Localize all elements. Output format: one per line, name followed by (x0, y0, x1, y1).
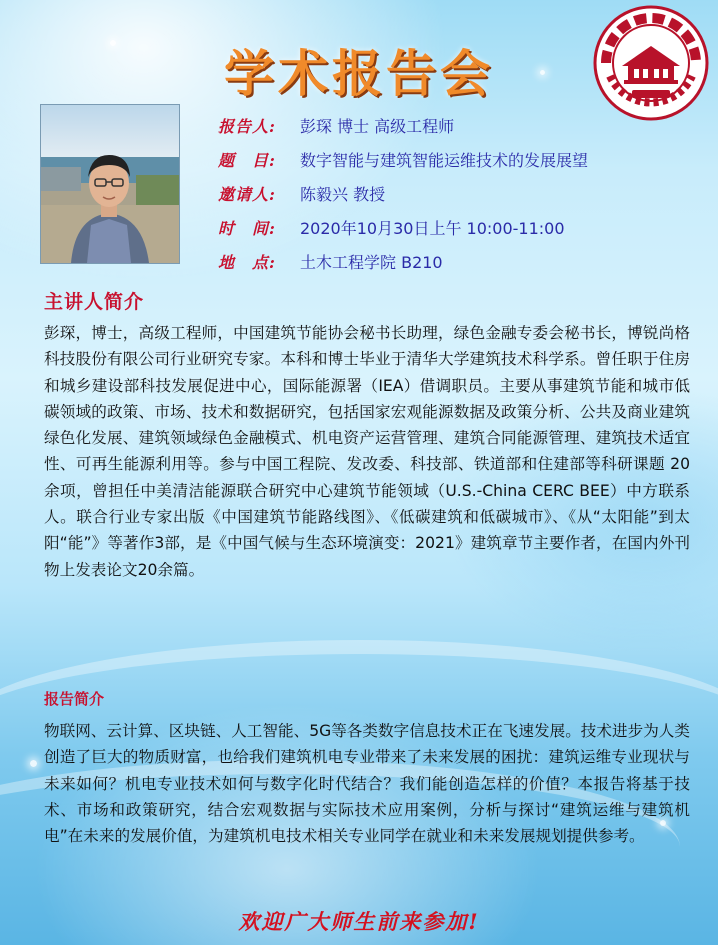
info-label: 地 点: (218, 252, 276, 272)
info-row-time (218, 210, 588, 244)
info-row-speaker (218, 108, 588, 142)
welcome-message: 欢迎广大师生前来参加! (238, 909, 480, 934)
info-value: 数字智能与建筑智能运维技术的发展展望 (300, 150, 589, 170)
speaker-bio-text: 彭琛，博士，高级工程师，中国建筑节能协会秘书长助理，绿色金融专委会秘书长，博锐尚格科技股份有限公司行业研究专家。本科和博士毕业于清华大学建筑技术科学系。曾任职于住房和城乡建设部科技发展促进中心，国际能源署（IEA）借调职员。主要从事建筑节能和城市低碳领域的政策、市场、技术和数据研究，包括国家宏观能源数据及政策分析、公共及商业建筑绿色化发展、建筑领域绿色金融模式、机电资产运营管理、建筑合同能源管理、建筑技术适宜性、可再生能源利用等。参与中国工程院、发改委、科技部、铁道部和住建部等科研课题 20 余项，曾担任中美清洁能源联合研究中心建筑节能领域（U.S.-China CERC BEE）中方联系人。联合行业专家出版《中国建筑节能路线图》、《低碳建筑和低碳城市》、《从“太阳能”到太阳“能”》等著作3部，是《中国气候与生态环境演变：2021》建筑章节主要作者，在国内外刊物上发表论文20余篇。 (44, 324, 690, 579)
page-title: 学术报告会 (224, 44, 494, 103)
event-info (218, 108, 588, 278)
info-row-topic (218, 142, 588, 176)
report-abstract-heading: 报告简介 (44, 690, 105, 708)
report-abstract-text: 物联网、云计算、区块链、人工智能、5G等各类数字信息技术正在飞速发展。技术进步为人类创造了巨大的物质财富，也给我们建筑机电专业带来了未来发展的困扰：建筑运维专业现状与未来如何？机电专业技术如何与数字化时代结合？我们能创造怎样的价值？本报告将基于技术、市场和政策研究，结合宏观数据与实际技术应用案例，分析与探讨“建筑运维与建筑机电”在未来的发展价值，为建筑机电技术相关专业同学在就业和未来发展规划提供参考。 (44, 722, 690, 846)
info-row-location (218, 244, 588, 278)
university-seal-logo (592, 4, 710, 122)
info-label: 题 目: (218, 150, 276, 170)
info-value: 陈毅兴 教授 (300, 184, 386, 204)
info-value: 土木工程学院 B210 (300, 252, 443, 272)
info-label: 时 间: (218, 218, 276, 238)
info-label: 邀请人: (218, 184, 276, 204)
speaker-bio-heading: 主讲人简介 (44, 291, 145, 313)
info-row-inviter (218, 176, 588, 210)
sparkle-decoration (30, 760, 37, 767)
info-value: 2020年10月30日上午 10:00-11:00 (300, 218, 565, 238)
speaker-photo (40, 104, 180, 264)
info-value: 彭琛 博士 高级工程师 (300, 116, 455, 136)
info-label: 报告人: (218, 116, 276, 136)
